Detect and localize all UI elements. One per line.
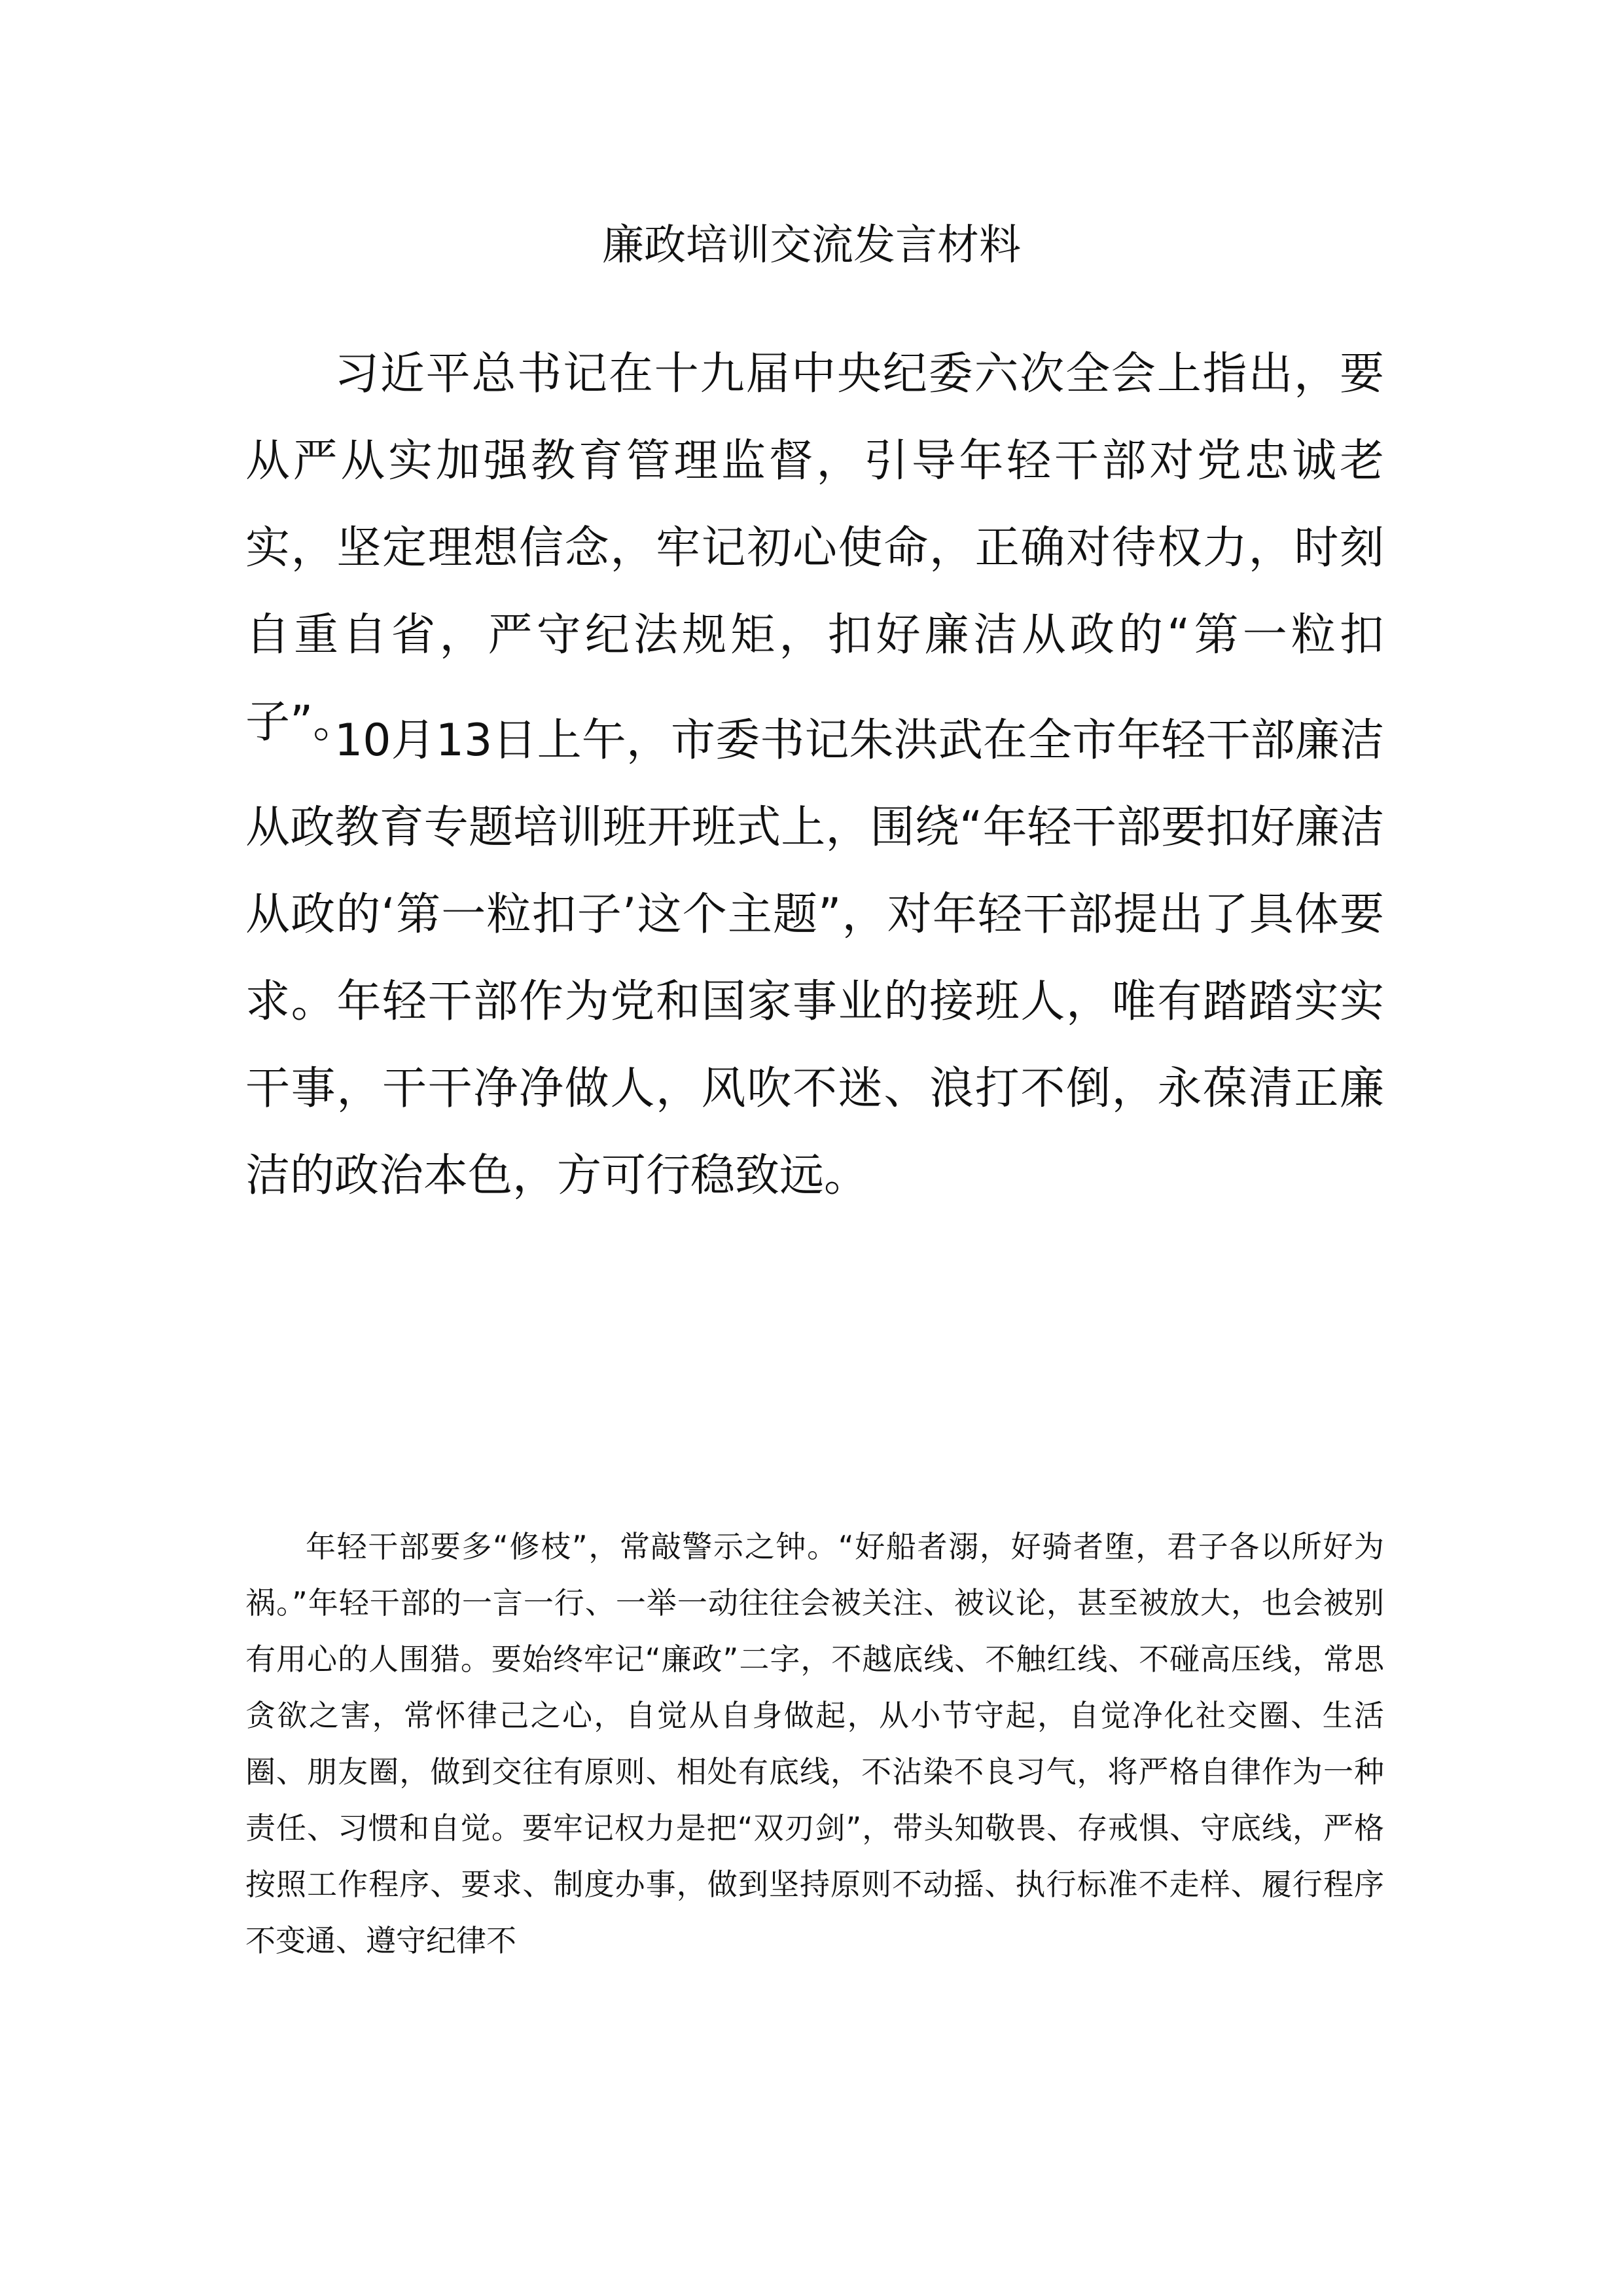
paragraph-3: 年轻干部要多“修枝”，常敲警示之钟。“好船者溺，好骑者堕，君子各以所好为祸。”年轻干部的一言一行、一举一动往往会被关注、被议论，甚至被放大，也会被别有用心的人围猎。要始终牢记“廉政”二字，不越底线、不触红线、不碰高压线，常思贪欲之害，常怀律己之心，自觉从自身做起，从小节守起，自觉净化社交圈、生活圈、朋友圈，做到交往有原则、相处有底线，不沾染不良习气，将严格自律作为一种责任、习惯和自觉。要牢记权力是把“双刃剑”，带头知敬畏、存戒惧、守底线，严格按照工作程序、要求、制度办事，做到坚持原则不动摇、执行标准不走样、履行程序不变通、遵守纪律不 <box>245 1529 1384 1958</box>
paragraph-2: 10月13日上午，市委书记朱洪武在全市年轻干部廉洁从政教育专题培训班开班式上，围绕“年轻干部要扣好廉洁从政的‘第一粒扣子’这个主题”，对年轻干部提出了具体要求。年轻干部作为党和国家事业的接班人，唯有踏踏实实干事，干干净净做人，风吹不迷、浪打不倒，永葆清正廉洁的政治本色，方可行稳致远。 <box>245 715 1384 1202</box>
paragraph-1: 习近平总书记在十九届中央纪委六次全会上指出，要从严从实加强教育管理监督，引导年轻干部对党忠诚老实，坚定理想信念，牢记初心使命，正确对待权力，时刻自重自省，严守纪法规矩，扣好廉洁从政的“第一粒扣子”。 <box>245 348 1384 748</box>
document-title: 廉政培训交流发言材料 <box>602 221 1021 270</box>
